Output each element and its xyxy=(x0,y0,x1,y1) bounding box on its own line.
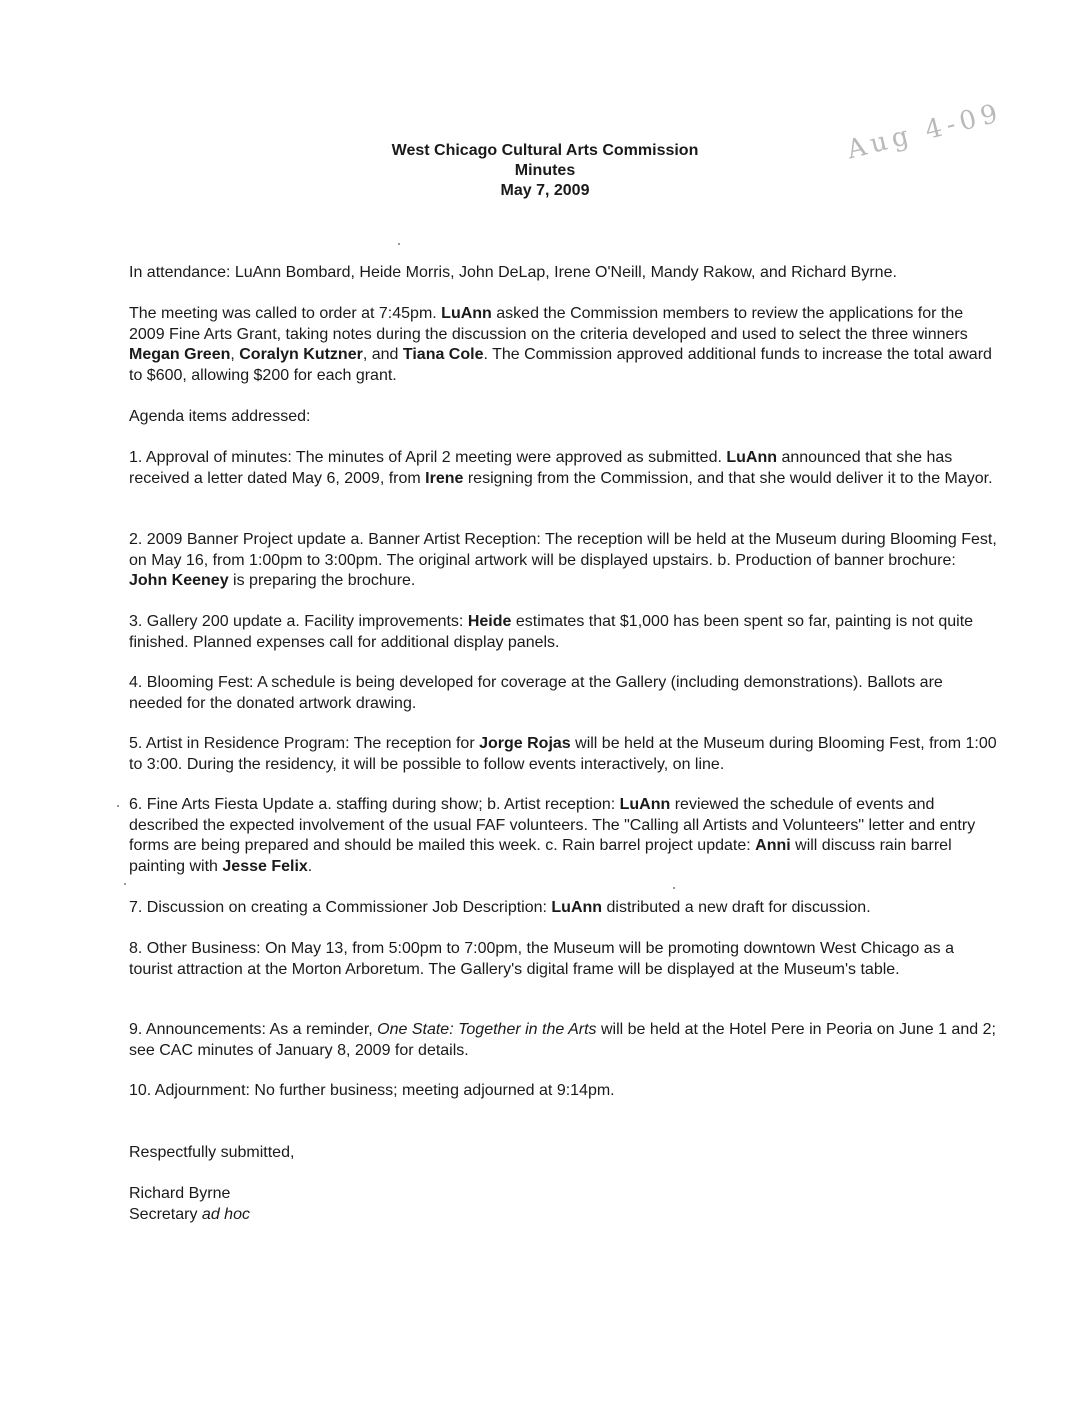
agenda-item-7: 7. Discussion on creating a Commissioner Job Description: LuAnn distributed a new draft for discussion. xyxy=(129,899,871,916)
name-luann: LuAnn xyxy=(441,305,492,322)
name-megan-green: Megan Green xyxy=(129,346,231,363)
closing-line: Respectfully submitted, xyxy=(129,1144,295,1161)
meeting-date: May 7, 2009 xyxy=(500,182,590,199)
scan-speck xyxy=(673,887,675,889)
attendance-paragraph: In attendance: LuAnn Bombard, Heide Morris, John DeLap, Irene O'Neill, Mandy Rakow, and Richard Byrne. xyxy=(129,264,897,281)
organization-title: West Chicago Cultural Arts Commission xyxy=(391,142,699,159)
scan-speck xyxy=(124,883,126,885)
handwritten-date-stamp xyxy=(838,68,1037,209)
agenda-heading: Agenda items addressed: xyxy=(129,408,311,425)
agenda-item-6: 6. Fine Arts Fiesta Update a. staffing during show; b. Artist reception: LuAnn reviewed the schedule of events and described the expected involvement of the usual FAF volunteers. The "Calling all Artists and Volunteers" letter and entry forms are being prepared and should be mailed this week. c. Rain barrel project update: Anni will discuss rain barrel painting with Jesse Felix. xyxy=(129,796,976,875)
signer-title: Secretary ad hoc xyxy=(129,1206,250,1223)
signer-name: Richard Byrne xyxy=(129,1185,231,1202)
scan-speck xyxy=(398,243,400,245)
intro-paragraph: The meeting was called to order at 7:45pm. LuAnn asked the Commission members to review the applications for the 2009 Fine Arts Grant, taking notes during the discussion on the criteria developed and used to select the three winners Megan Green, Coralyn Kutzner, and Tiana Cole. The Commission approved additional funds to increase the total award to $600, allowing $200 for each grant. xyxy=(129,305,992,384)
name-tiana-cole: Tiana Cole xyxy=(402,346,484,363)
document-header xyxy=(320,141,770,201)
document-type: Minutes xyxy=(514,162,576,179)
scan-speck xyxy=(117,805,119,807)
agenda-item-3: 3. Gallery 200 update a. Facility improvements: Heide estimates that $1,000 has been spent so far, painting is not quite finished. Planned expenses call for additional display panels. xyxy=(129,613,974,651)
agenda-item-8: 8. Other Business: On May 13, from 5:00pm to 7:00pm, the Museum will be promoting downtown West Chicago as a tourist attraction at the Morton Arboretum. The Gallery's digital frame will be displayed at the Museum's table. xyxy=(129,940,954,978)
stamp-text: Aug 4-09 xyxy=(844,97,1006,166)
agenda-item-5: 5. Artist in Residence Program: The reception for Jorge Rojas will be held at the Museum during Blooming Fest, from 1:00 to 3:00. During the residency, it will be possible to follow events interactively, on line. xyxy=(129,735,997,773)
agenda-item-2: 2. 2009 Banner Project update a. Banner Artist Reception: The reception will be held at the Museum during Blooming Fest, on May 16, from 1:00pm to 3:00pm. The original artwork will be displayed upstairs. b. Production of banner brochure: John Keeney is preparing the brochure. xyxy=(129,531,997,589)
agenda-item-1: 1. Approval of minutes: The minutes of April 2 meeting were approved as submitted. LuAnn announced that she has received a letter dated May 6, 2009, from Irene resigning from the Commission, and that she would deliver it to the Mayor. xyxy=(129,449,993,487)
signature-block xyxy=(129,1183,250,1225)
agenda-item-10: 10. Adjournment: No further business; meeting adjourned at 9:14pm. xyxy=(129,1082,615,1099)
agenda-item-4: 4. Blooming Fest: A schedule is being developed for coverage at the Gallery (including demonstrations). Ballots are needed for the donated artwork drawing. xyxy=(129,674,943,712)
name-coralyn-kutzner: Coralyn Kutzner xyxy=(239,346,363,363)
agenda-item-9: 9. Announcements: As a reminder, One State: Together in the Arts will be held at the Hotel Pere in Peoria on June 1 and 2; see CAC minutes of January 8, 2009 for details. xyxy=(129,1021,996,1059)
